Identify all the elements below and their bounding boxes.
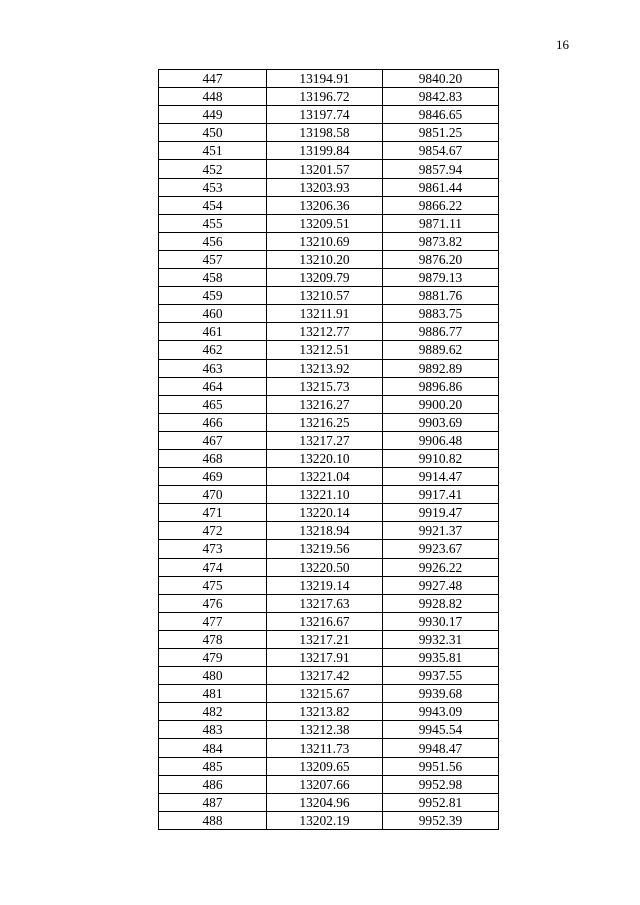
y-coordinate-cell: 9883.75 — [383, 305, 499, 323]
table-row — [159, 522, 499, 540]
x-coordinate-cell: 13210.20 — [267, 250, 383, 268]
y-coordinate-cell: 9871.11 — [383, 214, 499, 232]
x-coordinate-cell: 13212.38 — [267, 721, 383, 739]
point-number-cell: 455 — [159, 214, 267, 232]
y-coordinate-cell: 9896.86 — [383, 377, 499, 395]
x-coordinate-cell: 13213.92 — [267, 359, 383, 377]
table-row — [159, 504, 499, 522]
point-number-cell: 468 — [159, 449, 267, 467]
point-number-cell: 469 — [159, 468, 267, 486]
y-coordinate-cell: 9952.98 — [383, 775, 499, 793]
point-number-cell: 479 — [159, 649, 267, 667]
y-coordinate-cell: 9889.62 — [383, 341, 499, 359]
x-coordinate-cell: 13207.66 — [267, 775, 383, 793]
point-number-cell: 452 — [159, 160, 267, 178]
table-row — [159, 793, 499, 811]
y-coordinate-cell: 9951.56 — [383, 757, 499, 775]
y-coordinate-cell: 9945.54 — [383, 721, 499, 739]
x-coordinate-cell: 13210.69 — [267, 232, 383, 250]
y-coordinate-cell: 9919.47 — [383, 504, 499, 522]
table-row — [159, 811, 499, 829]
point-number-cell: 484 — [159, 739, 267, 757]
y-coordinate-cell: 9842.83 — [383, 88, 499, 106]
table-row — [159, 431, 499, 449]
x-coordinate-cell: 13204.96 — [267, 793, 383, 811]
point-number-cell: 464 — [159, 377, 267, 395]
y-coordinate-cell: 9927.48 — [383, 576, 499, 594]
point-number-cell: 460 — [159, 305, 267, 323]
table-row — [159, 413, 499, 431]
y-coordinate-cell: 9930.17 — [383, 612, 499, 630]
x-coordinate-cell: 13217.91 — [267, 649, 383, 667]
x-coordinate-cell: 13219.14 — [267, 576, 383, 594]
point-number-cell: 448 — [159, 88, 267, 106]
y-coordinate-cell: 9943.09 — [383, 703, 499, 721]
x-coordinate-cell: 13211.91 — [267, 305, 383, 323]
x-coordinate-cell: 13212.77 — [267, 323, 383, 341]
table-row — [159, 721, 499, 739]
x-coordinate-cell: 13213.82 — [267, 703, 383, 721]
x-coordinate-cell: 13216.27 — [267, 395, 383, 413]
y-coordinate-cell: 9851.25 — [383, 124, 499, 142]
table-row — [159, 88, 499, 106]
point-number-cell: 465 — [159, 395, 267, 413]
point-number-cell: 487 — [159, 793, 267, 811]
point-number-cell: 486 — [159, 775, 267, 793]
x-coordinate-cell: 13218.94 — [267, 522, 383, 540]
table-row — [159, 612, 499, 630]
table-row — [159, 486, 499, 504]
y-coordinate-cell: 9948.47 — [383, 739, 499, 757]
point-number-cell: 485 — [159, 757, 267, 775]
point-number-cell: 463 — [159, 359, 267, 377]
point-number-cell: 475 — [159, 576, 267, 594]
y-coordinate-cell: 9900.20 — [383, 395, 499, 413]
point-number-cell: 458 — [159, 269, 267, 287]
table-row — [159, 775, 499, 793]
y-coordinate-cell: 9861.44 — [383, 178, 499, 196]
x-coordinate-cell: 13210.57 — [267, 287, 383, 305]
x-coordinate-cell: 13217.27 — [267, 431, 383, 449]
point-number-cell: 483 — [159, 721, 267, 739]
table-row — [159, 214, 499, 232]
x-coordinate-cell: 13203.93 — [267, 178, 383, 196]
y-coordinate-cell: 9854.67 — [383, 142, 499, 160]
x-coordinate-cell: 13198.58 — [267, 124, 383, 142]
y-coordinate-cell: 9866.22 — [383, 196, 499, 214]
x-coordinate-cell: 13215.67 — [267, 685, 383, 703]
point-number-cell: 481 — [159, 685, 267, 703]
y-coordinate-cell: 9876.20 — [383, 250, 499, 268]
point-number-cell: 482 — [159, 703, 267, 721]
table-row — [159, 757, 499, 775]
point-number-cell: 447 — [159, 70, 267, 88]
point-number-cell: 476 — [159, 594, 267, 612]
point-number-cell: 467 — [159, 431, 267, 449]
x-coordinate-cell: 13220.14 — [267, 504, 383, 522]
table-row — [159, 594, 499, 612]
x-coordinate-cell: 13206.36 — [267, 196, 383, 214]
x-coordinate-cell: 13196.72 — [267, 88, 383, 106]
page-number: 16 — [556, 37, 569, 52]
y-coordinate-cell: 9952.81 — [383, 793, 499, 811]
point-number-cell: 453 — [159, 178, 267, 196]
y-coordinate-cell: 9846.65 — [383, 106, 499, 124]
table-row — [159, 269, 499, 287]
y-coordinate-cell: 9892.89 — [383, 359, 499, 377]
x-coordinate-cell: 13217.42 — [267, 667, 383, 685]
table-row — [159, 250, 499, 268]
table-row — [159, 449, 499, 467]
table-row — [159, 395, 499, 413]
x-coordinate-cell: 13209.65 — [267, 757, 383, 775]
table-row — [159, 305, 499, 323]
x-coordinate-cell: 13201.57 — [267, 160, 383, 178]
y-coordinate-cell: 9910.82 — [383, 449, 499, 467]
table-row — [159, 558, 499, 576]
y-coordinate-cell: 9857.94 — [383, 160, 499, 178]
y-coordinate-cell: 9921.37 — [383, 522, 499, 540]
table-row — [159, 232, 499, 250]
table-row — [159, 576, 499, 594]
x-coordinate-cell: 13221.04 — [267, 468, 383, 486]
x-coordinate-cell: 13211.73 — [267, 739, 383, 757]
point-number-cell: 450 — [159, 124, 267, 142]
table-row — [159, 70, 499, 88]
y-coordinate-cell: 9879.13 — [383, 269, 499, 287]
table-row — [159, 667, 499, 685]
table-row — [159, 341, 499, 359]
x-coordinate-cell: 13217.63 — [267, 594, 383, 612]
point-number-cell: 451 — [159, 142, 267, 160]
point-number-cell: 473 — [159, 540, 267, 558]
table-row — [159, 287, 499, 305]
x-coordinate-cell: 13220.10 — [267, 449, 383, 467]
point-number-cell: 459 — [159, 287, 267, 305]
point-number-cell: 488 — [159, 811, 267, 829]
table-row — [159, 160, 499, 178]
x-coordinate-cell: 13202.19 — [267, 811, 383, 829]
table-row — [159, 703, 499, 721]
x-coordinate-cell: 13219.56 — [267, 540, 383, 558]
table-row — [159, 630, 499, 648]
point-number-cell: 480 — [159, 667, 267, 685]
y-coordinate-cell: 9917.41 — [383, 486, 499, 504]
coordinate-table — [158, 69, 499, 830]
y-coordinate-cell: 9923.67 — [383, 540, 499, 558]
point-number-cell: 472 — [159, 522, 267, 540]
y-coordinate-cell: 9886.77 — [383, 323, 499, 341]
point-number-cell: 449 — [159, 106, 267, 124]
y-coordinate-cell: 9952.39 — [383, 811, 499, 829]
x-coordinate-cell: 13216.25 — [267, 413, 383, 431]
x-coordinate-cell: 13220.50 — [267, 558, 383, 576]
y-coordinate-cell: 9914.47 — [383, 468, 499, 486]
y-coordinate-cell: 9926.22 — [383, 558, 499, 576]
y-coordinate-cell: 9906.48 — [383, 431, 499, 449]
y-coordinate-cell: 9928.82 — [383, 594, 499, 612]
x-coordinate-cell: 13209.51 — [267, 214, 383, 232]
y-coordinate-cell: 9903.69 — [383, 413, 499, 431]
point-number-cell: 456 — [159, 232, 267, 250]
x-coordinate-cell: 13197.74 — [267, 106, 383, 124]
x-coordinate-cell: 13221.10 — [267, 486, 383, 504]
table-row — [159, 685, 499, 703]
y-coordinate-cell: 9939.68 — [383, 685, 499, 703]
table-body — [159, 70, 499, 830]
table-row — [159, 196, 499, 214]
table-row — [159, 468, 499, 486]
table-row — [159, 178, 499, 196]
y-coordinate-cell: 9881.76 — [383, 287, 499, 305]
x-coordinate-cell: 13199.84 — [267, 142, 383, 160]
y-coordinate-cell: 9873.82 — [383, 232, 499, 250]
point-number-cell: 466 — [159, 413, 267, 431]
y-coordinate-cell: 9932.31 — [383, 630, 499, 648]
table-row — [159, 649, 499, 667]
point-number-cell: 474 — [159, 558, 267, 576]
table-row — [159, 359, 499, 377]
x-coordinate-cell: 13209.79 — [267, 269, 383, 287]
point-number-cell: 461 — [159, 323, 267, 341]
x-coordinate-cell: 13194.91 — [267, 70, 383, 88]
table-row — [159, 142, 499, 160]
x-coordinate-cell: 13216.67 — [267, 612, 383, 630]
point-number-cell: 471 — [159, 504, 267, 522]
y-coordinate-cell: 9840.20 — [383, 70, 499, 88]
x-coordinate-cell: 13217.21 — [267, 630, 383, 648]
table-row — [159, 739, 499, 757]
table-row — [159, 124, 499, 142]
x-coordinate-cell: 13215.73 — [267, 377, 383, 395]
table-row — [159, 540, 499, 558]
point-number-cell: 477 — [159, 612, 267, 630]
y-coordinate-cell: 9935.81 — [383, 649, 499, 667]
point-number-cell: 478 — [159, 630, 267, 648]
x-coordinate-cell: 13212.51 — [267, 341, 383, 359]
point-number-cell: 462 — [159, 341, 267, 359]
table-row — [159, 323, 499, 341]
table-row — [159, 377, 499, 395]
point-number-cell: 454 — [159, 196, 267, 214]
y-coordinate-cell: 9937.55 — [383, 667, 499, 685]
point-number-cell: 470 — [159, 486, 267, 504]
table-row — [159, 106, 499, 124]
point-number-cell: 457 — [159, 250, 267, 268]
